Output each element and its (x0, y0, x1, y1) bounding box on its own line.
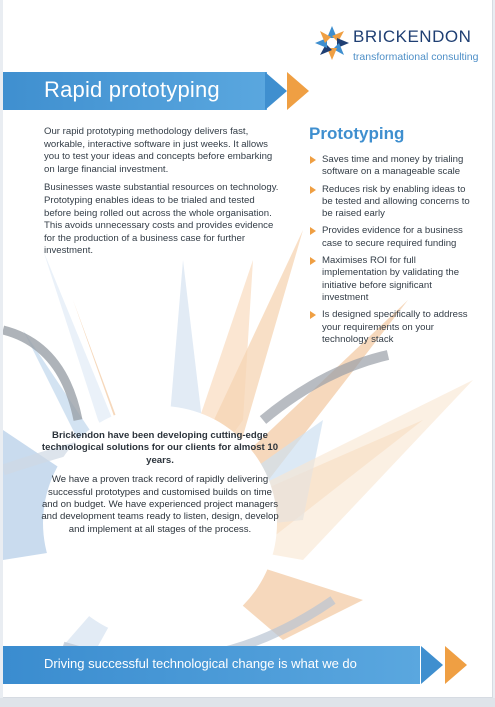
list-item (309, 154, 474, 179)
prototyping-list (309, 154, 474, 351)
logo-name: BRICKENDON (353, 27, 472, 46)
footer-chevron-icon (421, 646, 477, 684)
triangle-bullet-icon (310, 257, 316, 265)
circle-text (41, 430, 279, 536)
list-item-text: Is designed specifically to address your requirements on your technology stack (322, 309, 468, 345)
intro-paragraph-2: Businesses waste substantial resources on technology. Prototyping enables ideas to be trialed and tested before being rolled out across the whole organisation. This avoids unnecessary costs and provides evidence for the production of a business case for further investment. (44, 182, 279, 257)
viewer-bottom-strip (0, 698, 495, 707)
page-title: Rapid prototyping (44, 77, 220, 102)
intro-text (44, 126, 282, 264)
intro-paragraph-1: Our rapid prototyping methodology delivers fast, workable, interactive software in just weeks. It allows you to test your ideas and concepts before embarking on large financial investment. (44, 126, 273, 175)
list-item (309, 184, 474, 221)
brickendon-logo (313, 24, 483, 68)
triangle-bullet-icon (310, 227, 316, 235)
title-chevron-icon (265, 72, 315, 110)
triangle-bullet-icon (310, 186, 316, 194)
logo-flower-icon (313, 24, 351, 62)
triangle-bullet-icon (310, 311, 316, 319)
list-item-text: Provides evidence for a business case to secure required funding (322, 225, 463, 249)
list-item-text: Reduces risk by enabling ideas to be tested and allowing concerns to be raised early (322, 183, 470, 220)
circle-body: We have a proven track record of rapidly delivering successful prototypes and customised builds on time and on budget. We have experienced project managers and development teams ready to listen, design, develop and implement at all stages of the process. (41, 474, 279, 535)
list-item (309, 255, 474, 304)
brochure-page (3, 0, 493, 698)
list-item-text: Maximises ROI for full implementation by validating the initiative before significant investment (322, 255, 460, 303)
triangle-bullet-icon (310, 156, 316, 164)
list-item (309, 309, 474, 346)
list-item (309, 225, 474, 250)
circle-lead: Brickendon have been developing cutting-edge technological solutions for our clients for almost 10 years. (41, 430, 279, 466)
prototyping-heading: Prototyping (309, 124, 405, 143)
list-item-text: Saves time and money by trialing software on a manageable scale (322, 154, 464, 178)
logo-tagline: transformational consulting (353, 51, 479, 63)
footer-tagline: Driving successful technological change is what we do (44, 656, 357, 671)
